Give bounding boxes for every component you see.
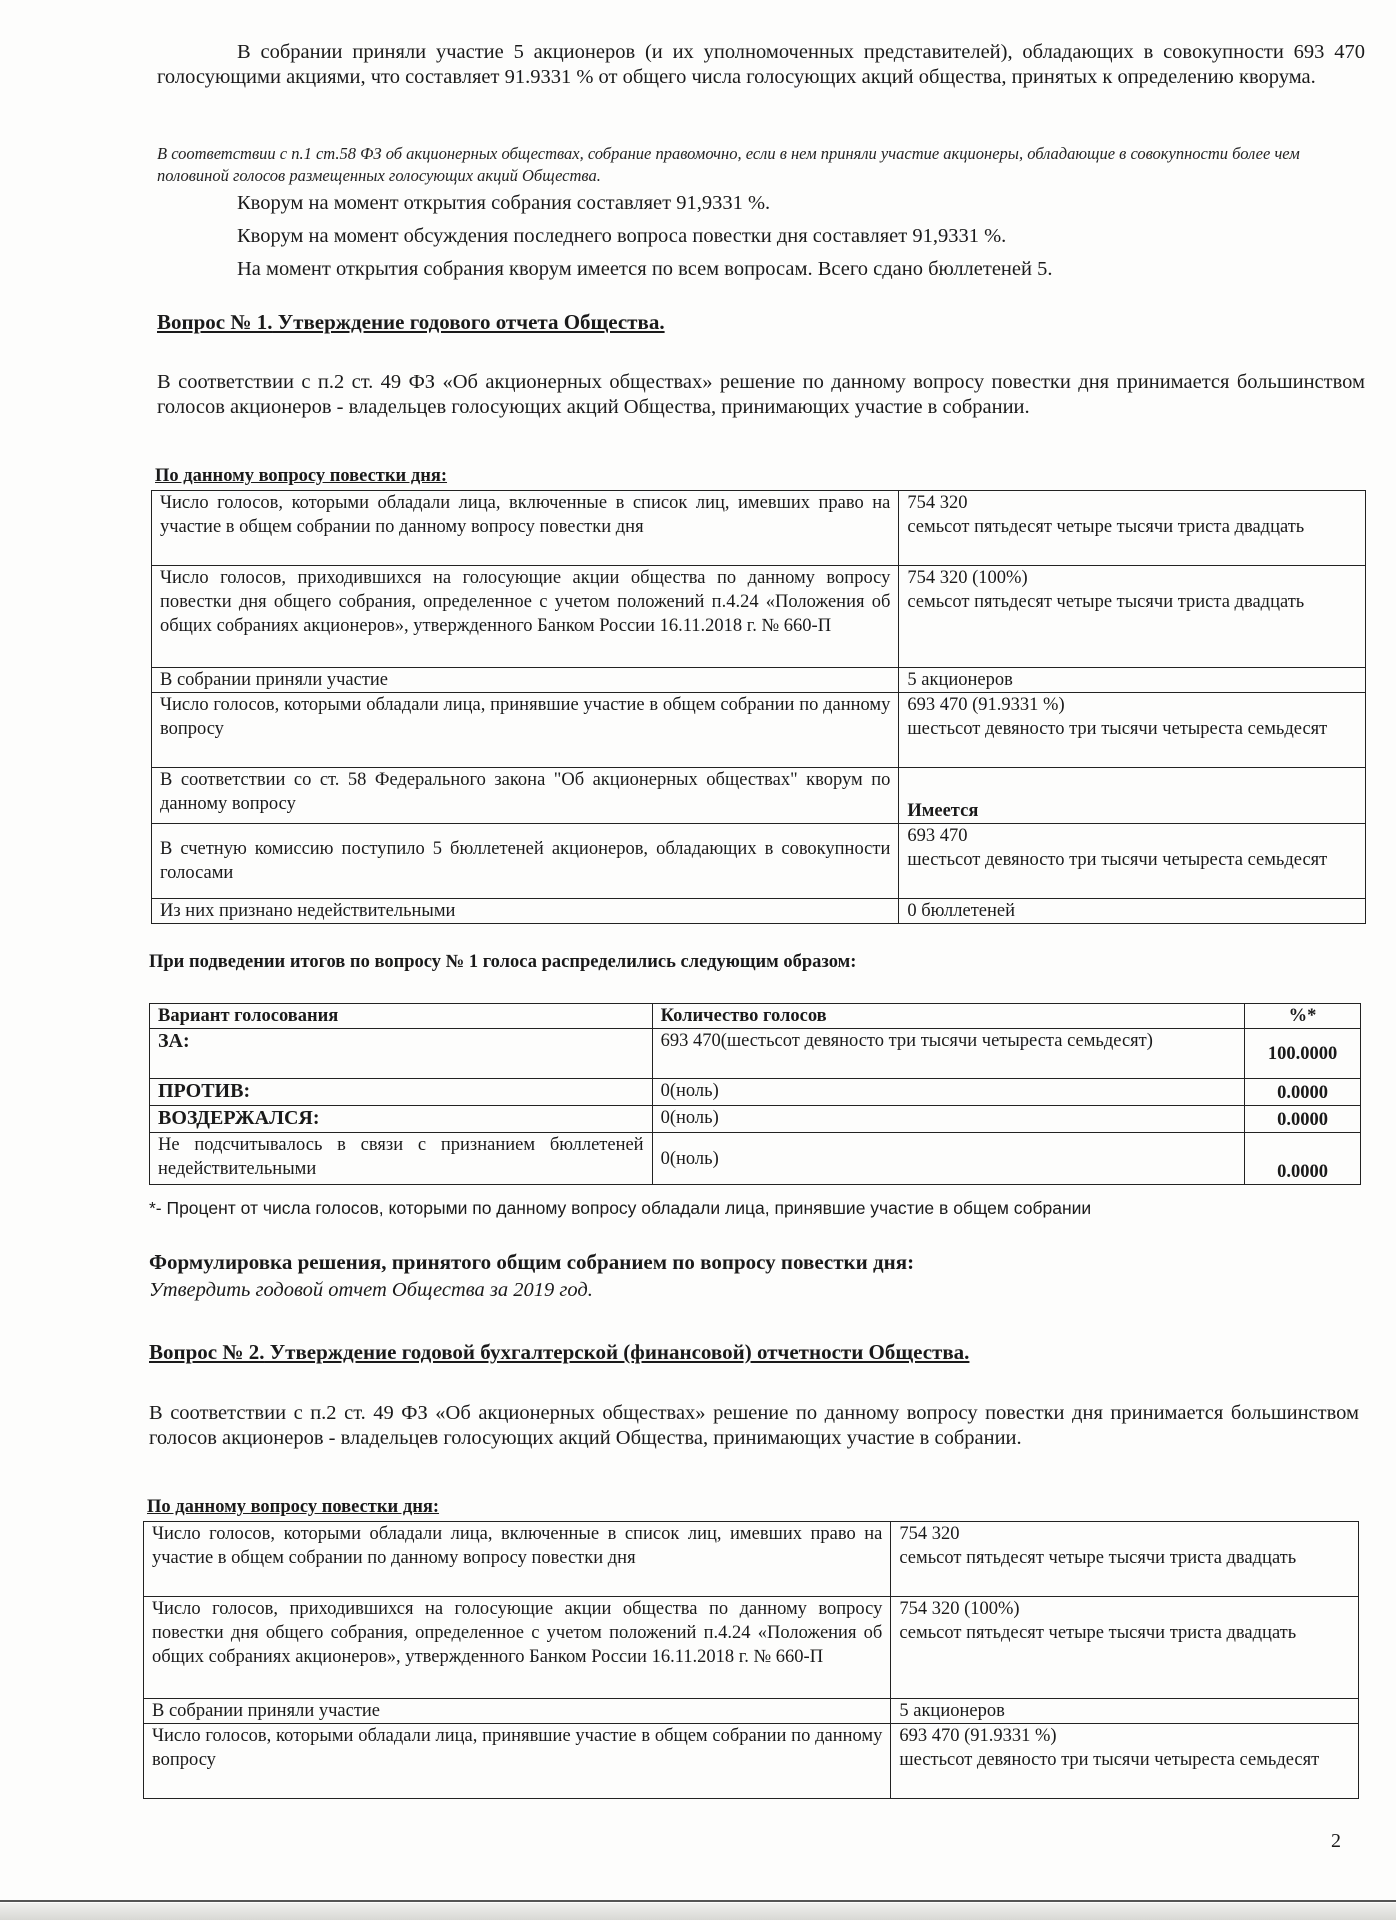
- row-label: Число голосов, которыми обладали лица, принявшие участие в общем собрании по данному вопросу: [152, 693, 899, 768]
- row-label: Число голосов, которыми обладали лица, принявшие участие в общем собрании по данному вопросу: [144, 1724, 891, 1799]
- vote-option: ПРОТИВ:: [150, 1079, 653, 1106]
- table-row: [152, 824, 1366, 899]
- value-number: 0 бюллетеней: [907, 901, 1016, 921]
- value-number: 693 470: [907, 826, 968, 846]
- value-number: 5 акционеров: [899, 1701, 1005, 1721]
- question-1-table-label: По данному вопросу повестки дня:: [155, 466, 448, 486]
- row-value: [899, 491, 1366, 566]
- table-row: [152, 768, 1366, 824]
- value-words: шестьсот девяносто три тысячи четыреста семьдесят: [907, 719, 1328, 739]
- table-row: [150, 1133, 1361, 1185]
- row-value: [891, 1724, 1359, 1799]
- vote-pct: 0.0000: [1245, 1079, 1361, 1106]
- value-number: Имеется: [907, 801, 979, 821]
- page-number: 2: [1331, 1830, 1341, 1852]
- row-label: В собрании приняли участие: [144, 1699, 891, 1724]
- row-label: В собрании приняли участие: [152, 668, 899, 693]
- decision-text: Утвердить годовой отчет Общества за 2019 год.: [149, 1279, 593, 1301]
- percent-footnote: *- Процент от числа голосов, которыми по данному вопросу обладали лица, принявшие участие в общем собрании: [149, 1198, 1092, 1218]
- question-2-title: Утверждение годовой бухгалтерской (финансовой) отчетности Общества.: [264, 1340, 970, 1364]
- row-value: [899, 899, 1366, 924]
- row-label: Число голосов, приходившихся на голосующие акции общества по данному вопросу повестки дня общего собрания, определенное с учетом положений п.4.24 «Положения об общих собраниях акционеров», утвержденного Банком России 16.11.2018 г. № 660-П: [144, 1597, 891, 1699]
- table-row: [152, 668, 1366, 693]
- question-2-heading: [149, 1340, 969, 1365]
- table-header-row: [150, 1004, 1361, 1029]
- question-2-number: Вопрос № 2.: [149, 1340, 265, 1364]
- question-1-number: Вопрос № 1.: [157, 310, 273, 334]
- header-option: Вариант голосования: [150, 1004, 653, 1029]
- value-words: семьсот пятьдесят четыре тысячи триста двадцать: [907, 517, 1305, 537]
- table-row: [152, 566, 1366, 668]
- value-words: семьсот пятьдесят четыре тысячи триста двадцать: [899, 1548, 1297, 1568]
- vote-count: 693 470(шестьсот девяносто три тысячи четыреста семьдесят): [652, 1029, 1244, 1079]
- quorum-all-text: На момент открытия собрания кворум имеется по всем вопросам. Всего сдано бюллетеней 5.: [237, 258, 1053, 280]
- row-label: Из них признано недействительными: [152, 899, 899, 924]
- quorum-open-text: Кворум на момент открытия собрания составляет 91,9331 %.: [237, 192, 771, 214]
- vote-count: 0(ноль): [652, 1133, 1244, 1185]
- table-row: [144, 1699, 1359, 1724]
- table-row: [150, 1029, 1361, 1079]
- row-label: Число голосов, которыми обладали лица, включенные в список лиц, имевших право на участие в общем собрании по данному вопросу повестки дня: [152, 491, 899, 566]
- table-row: [150, 1106, 1361, 1133]
- value-words: семьсот пятьдесят четыре тысячи триста двадцать: [899, 1623, 1297, 1643]
- decision-heading: Формулировка решения, принятого общим собранием по вопросу повестки дня:: [149, 1250, 915, 1274]
- question-1-basis: В соответствии с п.2 ст. 49 ФЗ «Об акционерных обществах» решение по данному вопросу повестки дня принимается большинством голосов акционеров - владельцев голосующих акций Общества, принимающих участие в собрании.: [157, 371, 1365, 418]
- question-1-heading: [157, 310, 665, 335]
- vote-pct: 0.0000: [1245, 1106, 1361, 1133]
- quorum-last-text: Кворум на момент обсуждения последнего вопроса повестки дня составляет 91,9331 %.: [237, 225, 1007, 247]
- vote-count: 0(ноль): [652, 1079, 1244, 1106]
- scan-edge-line: [0, 1900, 1396, 1902]
- value-number: 754 320 (100%): [899, 1599, 1020, 1619]
- scan-edge: [0, 1903, 1396, 1920]
- question-2-table-label: По данному вопросу повестки дня:: [147, 1497, 440, 1517]
- table-row: [152, 899, 1366, 924]
- header-count: Количество голосов: [652, 1004, 1244, 1029]
- value-number: 693 470 (91.9331 %): [899, 1726, 1057, 1746]
- header-pct: %*: [1245, 1004, 1361, 1029]
- table-row: [150, 1079, 1361, 1106]
- participation-paragraph: В собрании приняли участие 5 акционеров (и их уполномоченных представителей), обладающих в совокупности 693 470 голосующими акциями, что составляет 91.9331 % от общего числа голосующих акций общества, принятых к определению кворума.: [157, 41, 1365, 88]
- question-2-info-table: [143, 1521, 1359, 1799]
- table-row: [152, 491, 1366, 566]
- value-words: шестьсот девяносто три тысячи четыреста семьдесят: [899, 1750, 1320, 1770]
- value-words: шестьсот девяносто три тысячи четыреста семьдесят: [907, 850, 1328, 870]
- row-value: [899, 566, 1366, 668]
- question-2-basis: В соответствии с п.2 ст. 49 ФЗ «Об акционерных обществах» решение по данному вопросу повестки дня принимается большинством голосов акционеров - владельцев голосующих акций Общества, принимающих участие в собрании.: [149, 1402, 1359, 1449]
- table-row: [152, 693, 1366, 768]
- table-row: [144, 1522, 1359, 1597]
- question-1-title: Утверждение годового отчета Общества.: [272, 310, 665, 334]
- table-row: [144, 1724, 1359, 1799]
- value-number: 693 470 (91.9331 %): [907, 695, 1065, 715]
- row-value: [891, 1522, 1359, 1597]
- table-row: [144, 1597, 1359, 1699]
- value-number: 754 320 (100%): [907, 568, 1028, 588]
- row-value: [891, 1699, 1359, 1724]
- value-number: 754 320: [907, 493, 968, 513]
- row-value: [899, 824, 1366, 899]
- vote-option: ВОЗДЕРЖАЛСЯ:: [150, 1106, 653, 1133]
- vote-pct: 0.0000: [1245, 1133, 1361, 1185]
- vote-count: 0(ноль): [652, 1106, 1244, 1133]
- row-value: [899, 668, 1366, 693]
- row-label: В соответствии со ст. 58 Федерального закона "Об акционерных обществах" кворум по данному вопросу: [152, 768, 899, 824]
- row-label: Число голосов, приходившихся на голосующие акции общества по данному вопросу повестки дня общего собрания, определенное с учетом положений п.4.24 «Положения об общих собраниях акционеров», утвержденного Банком России 16.11.2018 г. № 660-П: [152, 566, 899, 668]
- quorum-status: [899, 768, 1366, 824]
- question-1-info-table: [151, 490, 1366, 924]
- question-1-results-heading: При подведении итогов по вопросу № 1 голоса распределились следующим образом:: [149, 952, 857, 972]
- vote-option: ЗА:: [150, 1029, 653, 1079]
- row-value: [891, 1597, 1359, 1699]
- value-number: 754 320: [899, 1524, 960, 1544]
- vote-option: Не подсчитывалось в связи с признанием бюллетеней недействительными: [150, 1133, 653, 1185]
- question-1-votes-table: [149, 1003, 1361, 1185]
- value-words: семьсот пятьдесят четыре тысячи триста двадцать: [907, 592, 1305, 612]
- row-label: Число голосов, которыми обладали лица, включенные в список лиц, имевших право на участие в общем собрании по данному вопросу повестки дня: [144, 1522, 891, 1597]
- row-label: В счетную комиссию поступило 5 бюллетеней акционеров, обладающих в совокупности голосами: [152, 824, 899, 899]
- value-number: 5 акционеров: [907, 670, 1013, 690]
- vote-pct: 100.0000: [1245, 1029, 1361, 1079]
- row-value: [899, 693, 1366, 768]
- legal-note: В соответствии с п.1 ст.58 ФЗ об акционерных обществах, собрание правомочно, если в нем приняли участие акционеры, обладающие в совокупности более чем половиной голосов размещенных голосующих акций Общества.: [157, 144, 1300, 185]
